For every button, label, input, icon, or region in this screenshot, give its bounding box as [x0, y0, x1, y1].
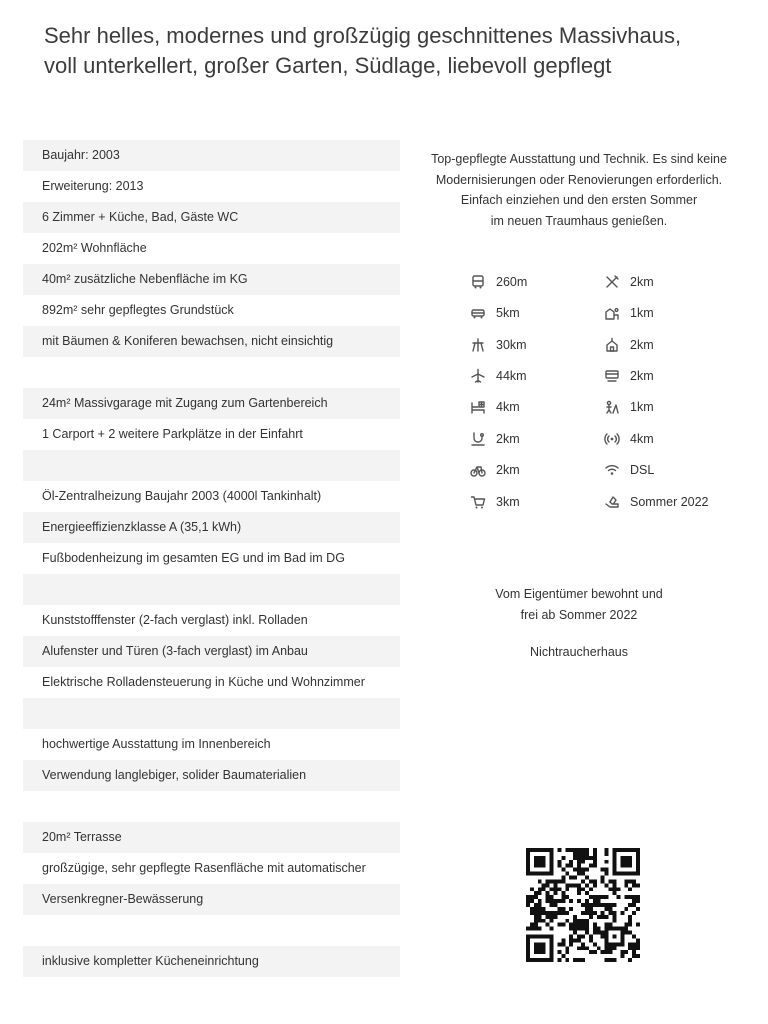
distance-item [604, 272, 654, 292]
highway-icon [470, 337, 486, 353]
qr-code[interactable] [526, 848, 640, 962]
owner-line-1: Vom Eigentümer bewohnt und [495, 587, 663, 601]
feature-spacer [23, 450, 400, 481]
feature-item: 40m² zusätzliche Nebenfläche im KG [23, 264, 400, 295]
cell-tower-icon [604, 431, 620, 447]
distance-item [470, 303, 520, 323]
intro-line: im neuen Traumhaus genießen. [490, 213, 668, 228]
title-line-2: voll unterkellert, großer Garten, Südlage, liebevoll gepflegt [44, 53, 612, 78]
distance-item [470, 335, 527, 355]
distance-item [604, 335, 654, 355]
feature-item: 6 Zimmer + Küche, Bad, Gäste WC [23, 202, 400, 233]
feature-item: 1 Carport + 2 weitere Parkplätze in der Einfahrt [42, 427, 303, 441]
bus-icon [470, 274, 486, 290]
feature-item: Baujahr: 2003 [23, 140, 400, 171]
distance-value: 5km [496, 306, 520, 320]
airplane-icon [470, 368, 486, 384]
train-icon [470, 305, 486, 321]
distance-item [604, 492, 709, 512]
distance-item [604, 429, 654, 449]
feature-item: hochwertige Ausstattung im Innenbereich [42, 737, 271, 751]
feature-item: Kunststofffenster (2-fach verglast) inkl. Rolladen [42, 613, 308, 627]
distance-item [470, 429, 520, 449]
feature-spacer [23, 698, 400, 729]
distance-item [604, 460, 654, 480]
distance-item [470, 366, 527, 386]
intro-text [418, 149, 740, 231]
feature-item: Fußbodenheizung im gesamten EG und im Bad im DG [42, 551, 345, 565]
distance-value: DSL [630, 463, 655, 477]
owner-note [418, 584, 740, 625]
distance-value: 30km [496, 338, 527, 352]
distance-value: 2km [496, 463, 520, 477]
kindergarten-icon [604, 305, 620, 321]
bicycle-icon [470, 462, 486, 478]
feature-item: Verwendung langlebiger, solider Baumaterialien [23, 760, 400, 791]
distance-item [604, 366, 654, 386]
distance-value: 2km [630, 369, 654, 383]
feature-spacer [23, 357, 400, 388]
distance-value: Sommer 2022 [630, 495, 709, 509]
intro-line: Einfach einziehen und den ersten Sommer [460, 193, 698, 207]
feature-item: Erweiterung: 2013 [42, 179, 144, 193]
feature-list [23, 140, 400, 977]
feature-item: Versenkregner-Bewässerung [23, 884, 400, 915]
school-icon [604, 337, 620, 353]
intro-line: Top-gepflegte Ausstattung und Technik. Es sind keine [431, 152, 727, 166]
feature-spacer [23, 574, 400, 605]
feature-item: 20m² Terrasse [23, 822, 400, 853]
playground-icon [604, 399, 620, 415]
intro-line: Modernisierungen oder Renovierungen erforderlich. [435, 172, 723, 187]
doctor-icon [470, 431, 486, 447]
feature-item: 24m² Massivgarage mit Zugang zum Gartenbereich [23, 388, 400, 419]
distance-item [604, 397, 654, 417]
shopping-cart-icon [470, 494, 486, 510]
distance-value: 3km [496, 495, 520, 509]
distance-item [470, 492, 520, 512]
feature-item: Alufenster und Türen (3-fach verglast) im Anbau [23, 636, 400, 667]
feature-spacer [23, 791, 400, 822]
distance-value: 260m [496, 275, 528, 289]
title-line-1: Sehr helles, modernes und großzügig geschnittenes Massivhaus, [44, 23, 682, 48]
feature-item: inklusive kompletter Kücheneinrichtung [23, 946, 400, 977]
distance-value: 4km [630, 432, 654, 446]
distance-item [470, 397, 520, 417]
nonsmoker-note: Nichtraucherhaus [530, 645, 628, 659]
distance-item [470, 460, 520, 480]
feature-spacer [23, 915, 400, 946]
distance-value: 1km [630, 306, 654, 320]
handover-icon [604, 494, 620, 510]
feature-item: Elektrische Rolladensteuerung in Küche und Wohnzimmer [42, 675, 365, 689]
hospital-icon [470, 399, 486, 415]
feature-item: 892m² sehr gepflegtes Grundstück [42, 303, 234, 317]
distance-value: 4km [496, 400, 520, 414]
distance-value: 44km [496, 369, 527, 383]
wifi-icon [604, 462, 620, 478]
distance-value: 1km [630, 400, 654, 414]
owner-line-2: frei ab Sommer 2022 [520, 607, 638, 622]
distance-item [470, 272, 527, 292]
distance-value: 2km [630, 275, 654, 289]
restaurant-icon [604, 274, 620, 290]
feature-item: 202m² Wohnfläche [42, 241, 147, 255]
distance-value: 2km [630, 338, 654, 352]
bank-icon [604, 368, 620, 384]
page-title [44, 21, 744, 81]
feature-item: mit Bäumen & Koniferen bewachsen, nicht einsichtig [23, 326, 400, 357]
distance-item [604, 303, 654, 323]
feature-item: Öl-Zentralheizung Baujahr 2003 (4000l Tankinhalt) [42, 489, 322, 503]
distance-value: 2km [496, 432, 520, 446]
feature-item: Energieeffizienzklasse A (35,1 kWh) [23, 512, 400, 543]
feature-item: großzügige, sehr gepflegte Rasenfläche mit automatischer [42, 861, 366, 875]
